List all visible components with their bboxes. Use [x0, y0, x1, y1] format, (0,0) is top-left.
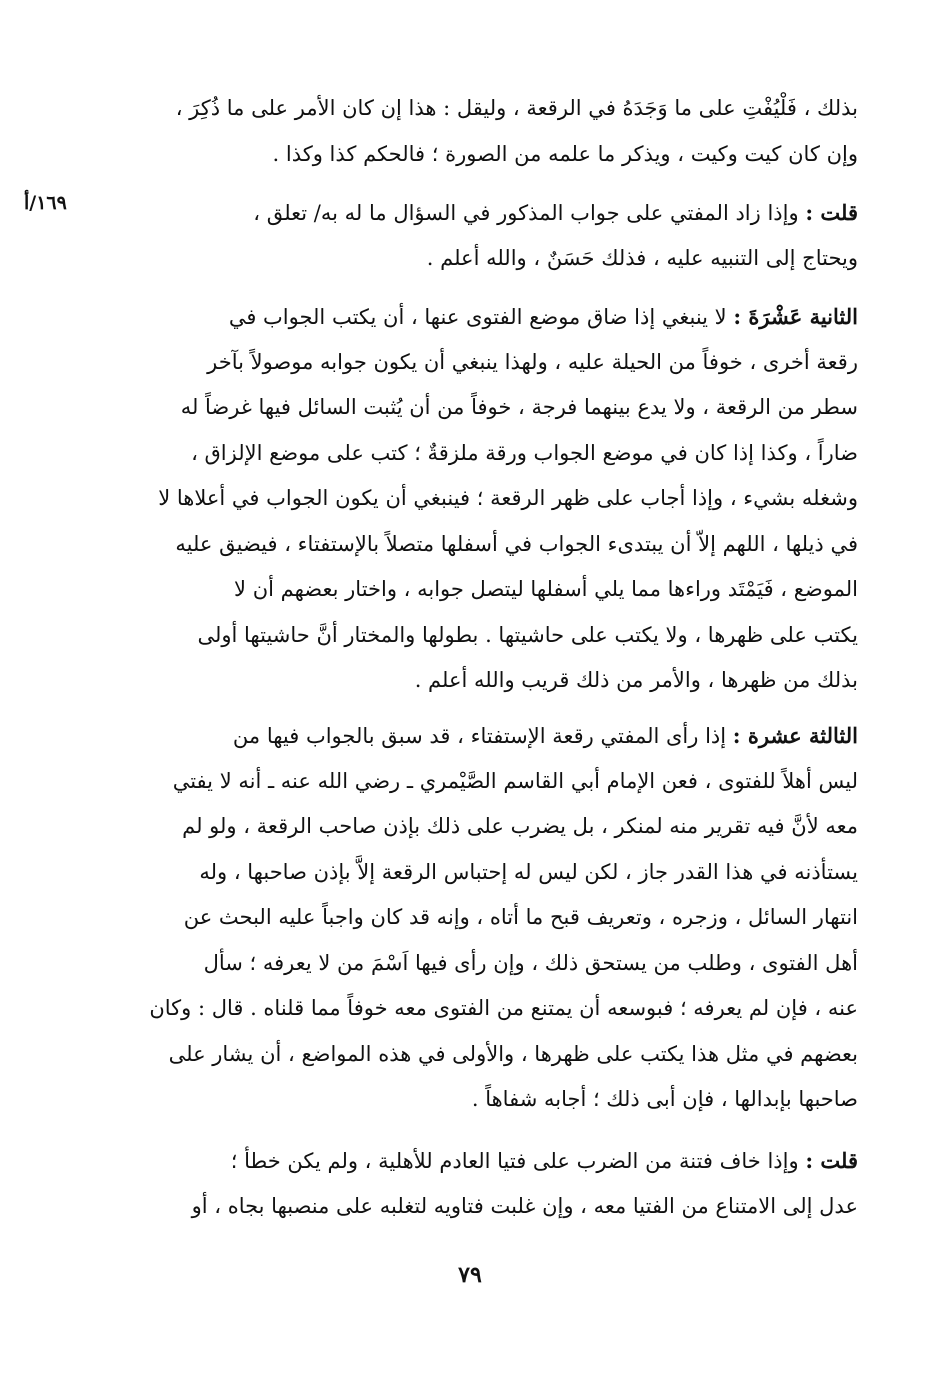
text-line	[98, 294, 858, 340]
text-line-body: وإذا خاف فتنة من الضرب على فتيا العادم للأهلية ، ولم يكن خطأ ؛	[230, 1149, 799, 1173]
text-line	[98, 713, 858, 759]
text-line: بعضهم في مثل هذا يكتب على ظهرها ، والأولى في هذه المواضع ، أن يشار على	[168, 1041, 858, 1066]
text-line: ليس أهلاً للفتوى ، فعن الإمام أبي القاسم الصَّيْمري ـ رضي الله عنه ـ أنه لا يفتي	[172, 768, 858, 793]
text-line: يكتب على ظهرها ، ولا يكتب على حاشيتها . بطولها والمختار أنَّ حاشيتها أولى	[197, 622, 858, 647]
text-line: صاحبها بإبدالها ، فإن أبى ذلك ؛ أجابه شفاهاً .	[471, 1087, 858, 1111]
paragraph-qult-2	[98, 1138, 858, 1229]
text-line: وإن كان كيت وكيت ، ويذكر ما علمه من الصورة ؛ فالحكم كذا وكذا .	[272, 141, 858, 166]
text-line: معه لأنَّ فيه تقرير منه لمنكر ، بل يضرب على ذلك بإذن صاحب الرقعة ، ولو لم	[182, 814, 858, 838]
text-line: في ذيلها ، اللهم إلاّ أن يبتدىء الجواب في أسفلها متصلاً بالإستفتاء ، فيضيق عليه	[175, 531, 858, 556]
text-line	[98, 1138, 858, 1184]
text-line: ضاراً ، وكذا إذا كان في موضع الجواب ورقة ملزقةٌ ؛ كتب على موضع الإلزاق ،	[191, 440, 858, 465]
text-line: ويحتاج إلى التنبيه عليه ، فذلك حَسَنٌ ، والله أعلم .	[426, 245, 858, 270]
paragraph-continuation	[98, 86, 858, 177]
text-line: بذلك من ظهرها ، والأمر من ذلك قريب والله أعلم .	[414, 668, 858, 692]
text-line: أهل الفتوى ، وطلب من يستحق ذلك ، وإن رأى فيها اَسْمَ من لا يعرفه ؛ سأل	[203, 950, 858, 975]
margin-folio-note: ١٦٩/أ	[24, 192, 67, 214]
paragraph-lead: الثانية عَشْرَةَ :	[733, 304, 858, 329]
text-line-body: لا ينبغي إذا ضاق موضع الفتوى عنها ، أن يكتب الجواب في	[228, 305, 727, 329]
paragraph-lead: الثالثة عشرة :	[732, 723, 858, 748]
text-line: يستأذنه في هذا القدر جاز ، لكن ليس له إحتباس الرقعة إلاَّ بإذن صاحبها ، وله	[199, 859, 858, 884]
text-line: سطر من الرقعة ، ولا يدع بينهما فرجة ، خوفاً من أن يُثبت السائل فيها غرضاً له	[180, 395, 858, 419]
text-line	[98, 190, 858, 236]
text-line-body: إذا رأى المفتي رقعة الإستفتاء ، قد سبق بالجواب فيها من	[232, 724, 727, 748]
text-line-body: وإذا زاد المفتي على جواب المذكور في السؤال ما له به/ تعلق ،	[253, 201, 799, 225]
text-line: رقعة أخرى ، خوفاً من الحيلة عليه ، ولهذا ينبغي أن يكون جوابه موصولاً بآخر	[207, 349, 858, 374]
paragraph-lead: قلت :	[805, 200, 858, 225]
paragraph-lead: قلت :	[805, 1148, 858, 1173]
paragraph-twelfth	[98, 294, 858, 704]
text-line: انتهار السائل ، وزجره ، وتعريف قبح ما أتاه ، وإنه قد كان واجباً عليه البحث عن	[183, 905, 858, 929]
page-number: ٧٩	[458, 1262, 482, 1288]
paragraph-qult-1	[98, 190, 858, 281]
text-line: بذلك ، فَلْيُفْتِ على ما وَجَدَهُ في الرقعة ، وليقل : هذا إن كان الأمر على ما ذُكِرَ ،	[175, 96, 858, 120]
text-line: عنه ، فإن لم يعرفه ؛ فبوسعه أن يمتنع من الفتوى معه خوفاً مما قلناه . قال : وكان	[149, 996, 858, 1020]
text-line: وشغله بشيء ، وإذا أجاب على ظهر الرقعة ؛ فينبغي أن يكون الجواب في أعلاها لا	[158, 486, 858, 510]
text-line: الموضع ، فَيَمْتَد وراءها مما يلي أسفلها ليتصل جوابه ، واختار بعضهم أن لا	[234, 577, 858, 601]
paragraph-thirteenth	[98, 713, 858, 1123]
text-line: عدل إلى الامتناع من الفتيا معه ، وإن غلبت فتاويه لتغلبه على منصبها بجاه ، أو	[191, 1193, 858, 1218]
